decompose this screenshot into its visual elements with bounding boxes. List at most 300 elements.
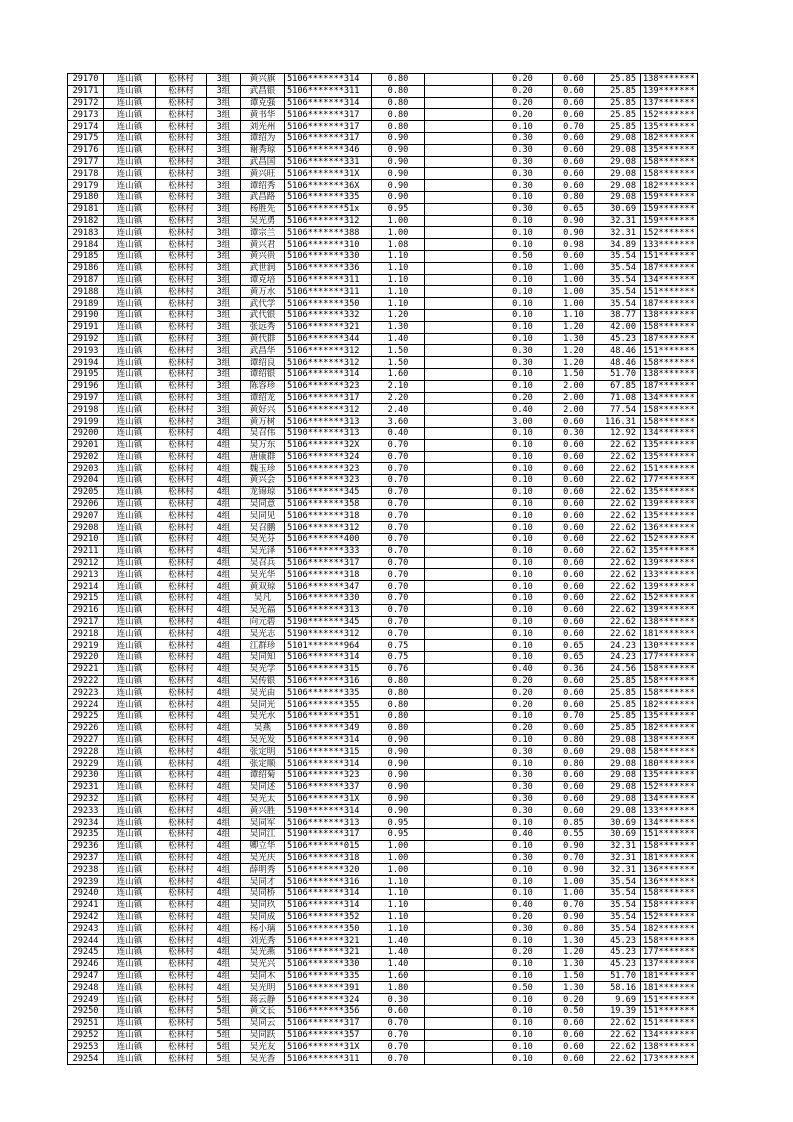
name-cell: 黄兴贵 (241, 250, 285, 262)
group-cell: 3组 (207, 168, 241, 180)
town-cell: 连山镇 (104, 628, 156, 640)
amount-cell: 29.08 (595, 793, 641, 805)
group-cell: 3组 (207, 121, 241, 133)
blank-cell (425, 498, 493, 510)
value-b-cell: 0.90 (553, 215, 595, 227)
village-cell: 松林村 (156, 168, 207, 180)
area-cell: 0.90 (372, 180, 425, 192)
area-cell: 1.10 (372, 876, 425, 888)
id-number-cell: 5190*******312 (285, 628, 372, 640)
value-b-cell: 0.36 (553, 663, 595, 675)
name-cell: 谭绍龙 (241, 392, 285, 404)
town-cell: 连山镇 (104, 132, 156, 144)
value-a-cell: 0.10 (493, 309, 553, 321)
blank-cell (425, 793, 493, 805)
phone-cell: 151******* (641, 345, 698, 357)
id-number-cell: 5106*******344 (285, 333, 372, 345)
village-cell: 松林村 (156, 805, 207, 817)
row-number-cell: 29216 (68, 604, 104, 616)
amount-cell: 22.62 (595, 557, 641, 569)
phone-cell: 187******* (641, 262, 698, 274)
name-cell: 黄兴君 (241, 239, 285, 251)
village-cell: 松林村 (156, 982, 207, 994)
blank-cell (425, 286, 493, 298)
area-cell: 1.10 (372, 286, 425, 298)
id-number-cell: 5106*******310 (285, 239, 372, 251)
phone-cell: 134******* (641, 817, 698, 829)
value-a-cell: 0.40 (493, 829, 553, 841)
area-cell: 0.80 (372, 687, 425, 699)
value-a-cell: 0.10 (493, 427, 553, 439)
row-number-cell: 29227 (68, 734, 104, 746)
area-cell: 0.70 (372, 628, 425, 640)
phone-cell: 151******* (641, 250, 698, 262)
blank-cell (425, 1017, 493, 1029)
name-cell: 吴万东 (241, 439, 285, 451)
table-row (68, 675, 698, 687)
amount-cell: 25.85 (595, 74, 641, 86)
row-number-cell: 29254 (68, 1053, 104, 1065)
group-cell: 4组 (207, 463, 241, 475)
name-cell: 谭克培 (241, 274, 285, 286)
name-cell: 黄兴旗 (241, 74, 285, 86)
amount-cell: 9.69 (595, 994, 641, 1006)
name-cell: 吴光明 (241, 982, 285, 994)
id-number-cell: 5106*******312 (285, 357, 372, 369)
row-number-cell: 29217 (68, 616, 104, 628)
area-cell: 0.80 (372, 699, 425, 711)
name-cell: 陈容珍 (241, 380, 285, 392)
id-number-cell: 5106*******349 (285, 722, 372, 734)
name-cell: 杨胜先 (241, 203, 285, 215)
row-number-cell: 29192 (68, 333, 104, 345)
name-cell: 武昌银 (241, 85, 285, 97)
id-number-cell: 5106*******312 (285, 345, 372, 357)
blank-cell (425, 722, 493, 734)
amount-cell: 67.85 (595, 380, 641, 392)
village-cell: 松林村 (156, 451, 207, 463)
value-b-cell: 0.80 (553, 923, 595, 935)
town-cell: 连山镇 (104, 416, 156, 428)
value-b-cell: 1.20 (553, 321, 595, 333)
name-cell: 黄文长 (241, 1005, 285, 1017)
blank-cell (425, 239, 493, 251)
name-cell: 黄代群 (241, 333, 285, 345)
blank-cell (425, 156, 493, 168)
phone-cell: 158******* (641, 404, 698, 416)
area-cell: 0.70 (372, 616, 425, 628)
group-cell: 3组 (207, 74, 241, 86)
table-row (68, 333, 698, 345)
value-b-cell: 0.90 (553, 227, 595, 239)
value-b-cell: 1.00 (553, 876, 595, 888)
value-a-cell: 0.10 (493, 876, 553, 888)
phone-cell: 158******* (641, 357, 698, 369)
table-row (68, 498, 698, 510)
group-cell: 4组 (207, 746, 241, 758)
row-number-cell: 29171 (68, 85, 104, 97)
amount-cell: 29.08 (595, 191, 641, 203)
amount-cell: 19.39 (595, 1005, 641, 1017)
row-number-cell: 29178 (68, 168, 104, 180)
phone-cell: 136******* (641, 864, 698, 876)
area-cell: 0.90 (372, 793, 425, 805)
row-number-cell: 29187 (68, 274, 104, 286)
village-cell: 松林村 (156, 510, 207, 522)
village-cell: 松林村 (156, 321, 207, 333)
value-b-cell: 0.50 (553, 1005, 595, 1017)
village-cell: 松林村 (156, 840, 207, 852)
name-cell: 吴同云 (241, 1017, 285, 1029)
amount-cell: 22.62 (595, 616, 641, 628)
amount-cell: 25.85 (595, 711, 641, 723)
value-a-cell: 0.10 (493, 734, 553, 746)
area-cell: 2.10 (372, 380, 425, 392)
amount-cell: 32.31 (595, 227, 641, 239)
town-cell: 连山镇 (104, 663, 156, 675)
phone-cell: 181******* (641, 628, 698, 640)
table-row (68, 1029, 698, 1041)
table-row (68, 250, 698, 262)
phone-cell: 139******* (641, 581, 698, 593)
id-number-cell: 5106*******311 (285, 286, 372, 298)
value-b-cell: 0.65 (553, 640, 595, 652)
name-cell: 吴光勇 (241, 215, 285, 227)
table-row (68, 368, 698, 380)
amount-cell: 25.85 (595, 85, 641, 97)
town-cell: 连山镇 (104, 510, 156, 522)
village-cell: 松林村 (156, 687, 207, 699)
town-cell: 连山镇 (104, 168, 156, 180)
village-cell: 松林村 (156, 97, 207, 109)
amount-cell: 30.69 (595, 203, 641, 215)
town-cell: 连山镇 (104, 687, 156, 699)
phone-cell: 158******* (641, 687, 698, 699)
value-b-cell: 0.65 (553, 203, 595, 215)
group-cell: 4组 (207, 675, 241, 687)
table-row (68, 687, 698, 699)
area-cell: 0.40 (372, 427, 425, 439)
group-cell: 4组 (207, 935, 241, 947)
value-a-cell: 0.10 (493, 239, 553, 251)
name-cell: 吴召伟 (241, 427, 285, 439)
name-cell: 吴光泽 (241, 545, 285, 557)
name-cell: 张定顺 (241, 758, 285, 770)
id-number-cell: 5106*******315 (285, 746, 372, 758)
id-number-cell: 5106*******313 (285, 604, 372, 616)
value-b-cell: 0.60 (553, 156, 595, 168)
village-cell: 松林村 (156, 545, 207, 557)
value-b-cell: 0.90 (553, 840, 595, 852)
town-cell: 连山镇 (104, 439, 156, 451)
value-a-cell: 0.10 (493, 581, 553, 593)
village-cell: 松林村 (156, 380, 207, 392)
town-cell: 连山镇 (104, 215, 156, 227)
phone-cell: 138******* (641, 616, 698, 628)
area-cell: 0.70 (372, 463, 425, 475)
table-row (68, 203, 698, 215)
blank-cell (425, 203, 493, 215)
name-cell: 武代银 (241, 309, 285, 321)
town-cell: 连山镇 (104, 946, 156, 958)
value-b-cell: 0.60 (553, 593, 595, 605)
table-row (68, 640, 698, 652)
name-cell: 江群珍 (241, 640, 285, 652)
table-row (68, 475, 698, 487)
area-cell: 0.70 (372, 569, 425, 581)
group-cell: 4组 (207, 840, 241, 852)
value-b-cell: 0.60 (553, 793, 595, 805)
row-number-cell: 29244 (68, 935, 104, 947)
name-cell: 张定明 (241, 746, 285, 758)
town-cell: 连山镇 (104, 1041, 156, 1053)
amount-cell: 22.62 (595, 1029, 641, 1041)
town-cell: 连山镇 (104, 534, 156, 546)
group-cell: 4组 (207, 817, 241, 829)
town-cell: 连山镇 (104, 380, 156, 392)
value-b-cell: 0.60 (553, 451, 595, 463)
town-cell: 连山镇 (104, 156, 156, 168)
value-a-cell: 0.30 (493, 203, 553, 215)
table-row (68, 758, 698, 770)
area-cell: 0.76 (372, 663, 425, 675)
table-row (68, 309, 698, 321)
value-b-cell: 0.80 (553, 734, 595, 746)
value-b-cell: 2.00 (553, 404, 595, 416)
phone-cell: 133******* (641, 569, 698, 581)
id-number-cell: 5106*******391 (285, 982, 372, 994)
area-cell: 0.70 (372, 439, 425, 451)
amount-cell: 25.85 (595, 722, 641, 734)
phone-cell: 134******* (641, 1029, 698, 1041)
group-cell: 3组 (207, 345, 241, 357)
row-number-cell: 29191 (68, 321, 104, 333)
row-number-cell: 29179 (68, 180, 104, 192)
area-cell: 1.00 (372, 227, 425, 239)
group-cell: 3组 (207, 227, 241, 239)
id-number-cell: 5106*******356 (285, 1005, 372, 1017)
amount-cell: 35.54 (595, 286, 641, 298)
id-number-cell: 5106*******400 (285, 534, 372, 546)
value-a-cell: 0.10 (493, 475, 553, 487)
value-b-cell: 0.60 (553, 687, 595, 699)
row-number-cell: 29228 (68, 746, 104, 758)
value-a-cell: 0.10 (493, 227, 553, 239)
value-b-cell: 1.30 (553, 958, 595, 970)
value-a-cell: 3.00 (493, 416, 553, 428)
blank-cell (425, 180, 493, 192)
village-cell: 松林村 (156, 215, 207, 227)
blank-cell (425, 699, 493, 711)
value-b-cell: 0.60 (553, 109, 595, 121)
value-b-cell: 1.00 (553, 262, 595, 274)
phone-cell: 139******* (641, 498, 698, 510)
town-cell: 连山镇 (104, 722, 156, 734)
row-number-cell: 29212 (68, 557, 104, 569)
town-cell: 连山镇 (104, 1005, 156, 1017)
table-row (68, 982, 698, 994)
group-cell: 4组 (207, 486, 241, 498)
village-cell: 松林村 (156, 368, 207, 380)
id-number-cell: 5106*******346 (285, 144, 372, 156)
blank-cell (425, 946, 493, 958)
group-cell: 3组 (207, 392, 241, 404)
name-cell: 吴凡 (241, 593, 285, 605)
table-row (68, 557, 698, 569)
village-cell: 松林村 (156, 581, 207, 593)
name-cell: 刘光秀 (241, 935, 285, 947)
table-row (68, 180, 698, 192)
group-cell: 3组 (207, 156, 241, 168)
table-row (68, 215, 698, 227)
group-cell: 4组 (207, 887, 241, 899)
table-row (68, 97, 698, 109)
area-cell: 0.70 (372, 475, 425, 487)
name-cell: 吴光水 (241, 711, 285, 723)
town-cell: 连山镇 (104, 298, 156, 310)
area-cell: 0.70 (372, 1017, 425, 1029)
value-b-cell: 0.60 (553, 557, 595, 569)
town-cell: 连山镇 (104, 368, 156, 380)
name-cell: 张远秀 (241, 321, 285, 333)
value-b-cell: 0.60 (553, 569, 595, 581)
table-row (68, 569, 698, 581)
blank-cell (425, 321, 493, 333)
value-a-cell: 0.10 (493, 1041, 553, 1053)
phone-cell: 139******* (641, 604, 698, 616)
blank-cell (425, 734, 493, 746)
town-cell: 连山镇 (104, 250, 156, 262)
phone-cell: 138******* (641, 309, 698, 321)
row-number-cell: 29203 (68, 463, 104, 475)
value-b-cell: 0.60 (553, 498, 595, 510)
name-cell: 龙锦琼 (241, 486, 285, 498)
area-cell: 1.10 (372, 923, 425, 935)
town-cell: 连山镇 (104, 427, 156, 439)
amount-cell: 35.54 (595, 274, 641, 286)
id-number-cell: 5106*******352 (285, 911, 372, 923)
village-cell: 松林村 (156, 923, 207, 935)
name-cell: 吴召鹏 (241, 522, 285, 534)
id-number-cell: 5106*******323 (285, 380, 372, 392)
value-b-cell: 0.30 (553, 427, 595, 439)
id-number-cell: 5106*******330 (285, 593, 372, 605)
row-number-cell: 29172 (68, 97, 104, 109)
id-number-cell: 5106*******313 (285, 817, 372, 829)
blank-cell (425, 887, 493, 899)
blank-cell (425, 168, 493, 180)
row-number-cell: 29196 (68, 380, 104, 392)
row-number-cell: 29190 (68, 309, 104, 321)
row-number-cell: 29200 (68, 427, 104, 439)
group-cell: 4组 (207, 699, 241, 711)
village-cell: 松林村 (156, 522, 207, 534)
table-row (68, 109, 698, 121)
value-b-cell: 0.60 (553, 1041, 595, 1053)
town-cell: 连山镇 (104, 840, 156, 852)
row-number-cell: 29221 (68, 663, 104, 675)
row-number-cell: 29213 (68, 569, 104, 581)
town-cell: 连山镇 (104, 345, 156, 357)
amount-cell: 48.46 (595, 357, 641, 369)
area-cell: 0.30 (372, 994, 425, 1006)
village-cell: 松林村 (156, 463, 207, 475)
value-b-cell: 1.20 (553, 345, 595, 357)
id-number-cell: 5106*******314 (285, 758, 372, 770)
value-b-cell: 0.55 (553, 829, 595, 841)
phone-cell: 187******* (641, 333, 698, 345)
phone-cell: 151******* (641, 1005, 698, 1017)
row-number-cell: 29232 (68, 793, 104, 805)
town-cell: 连山镇 (104, 392, 156, 404)
amount-cell: 34.89 (595, 239, 641, 251)
group-cell: 3组 (207, 357, 241, 369)
row-number-cell: 29246 (68, 958, 104, 970)
value-b-cell: 0.60 (553, 439, 595, 451)
area-cell: 0.90 (372, 168, 425, 180)
amount-cell: 30.69 (595, 829, 641, 841)
village-cell: 松林村 (156, 486, 207, 498)
id-number-cell: 5106*******324 (285, 994, 372, 1006)
amount-cell: 22.62 (595, 498, 641, 510)
table-row (68, 463, 698, 475)
name-cell: 武昌华 (241, 345, 285, 357)
value-a-cell: 0.10 (493, 1029, 553, 1041)
value-a-cell: 0.10 (493, 545, 553, 557)
group-cell: 4组 (207, 982, 241, 994)
name-cell: 吴同军 (241, 817, 285, 829)
table-row (68, 663, 698, 675)
phone-cell: 158******* (641, 416, 698, 428)
area-cell: 1.10 (372, 911, 425, 923)
name-cell: 吴同玖 (241, 899, 285, 911)
village-cell: 松林村 (156, 333, 207, 345)
name-cell: 黄万树 (241, 416, 285, 428)
town-cell: 连山镇 (104, 734, 156, 746)
blank-cell (425, 604, 493, 616)
phone-cell: 137******* (641, 97, 698, 109)
row-number-cell: 29180 (68, 191, 104, 203)
area-cell: 0.90 (372, 805, 425, 817)
area-cell: 0.80 (372, 675, 425, 687)
id-number-cell: 5190*******345 (285, 616, 372, 628)
value-a-cell: 0.40 (493, 899, 553, 911)
table-row (68, 439, 698, 451)
value-b-cell: 0.20 (553, 994, 595, 1006)
value-a-cell: 0.10 (493, 1053, 553, 1065)
village-cell: 松林村 (156, 640, 207, 652)
amount-cell: 48.46 (595, 345, 641, 357)
phone-cell: 158******* (641, 935, 698, 947)
amount-cell: 22.62 (595, 1041, 641, 1053)
village-cell: 松林村 (156, 557, 207, 569)
table-row (68, 534, 698, 546)
group-cell: 4组 (207, 899, 241, 911)
town-cell: 连山镇 (104, 675, 156, 687)
village-cell: 松林村 (156, 876, 207, 888)
table-row (68, 817, 698, 829)
row-number-cell: 29219 (68, 640, 104, 652)
row-number-cell: 29251 (68, 1017, 104, 1029)
value-b-cell: 0.80 (553, 758, 595, 770)
id-number-cell: 5106*******347 (285, 581, 372, 593)
id-number-cell: 5106*******321 (285, 321, 372, 333)
value-a-cell: 0.10 (493, 817, 553, 829)
value-b-cell: 0.85 (553, 817, 595, 829)
phone-cell: 135******* (641, 144, 698, 156)
area-cell: 0.90 (372, 770, 425, 782)
village-cell: 松林村 (156, 734, 207, 746)
